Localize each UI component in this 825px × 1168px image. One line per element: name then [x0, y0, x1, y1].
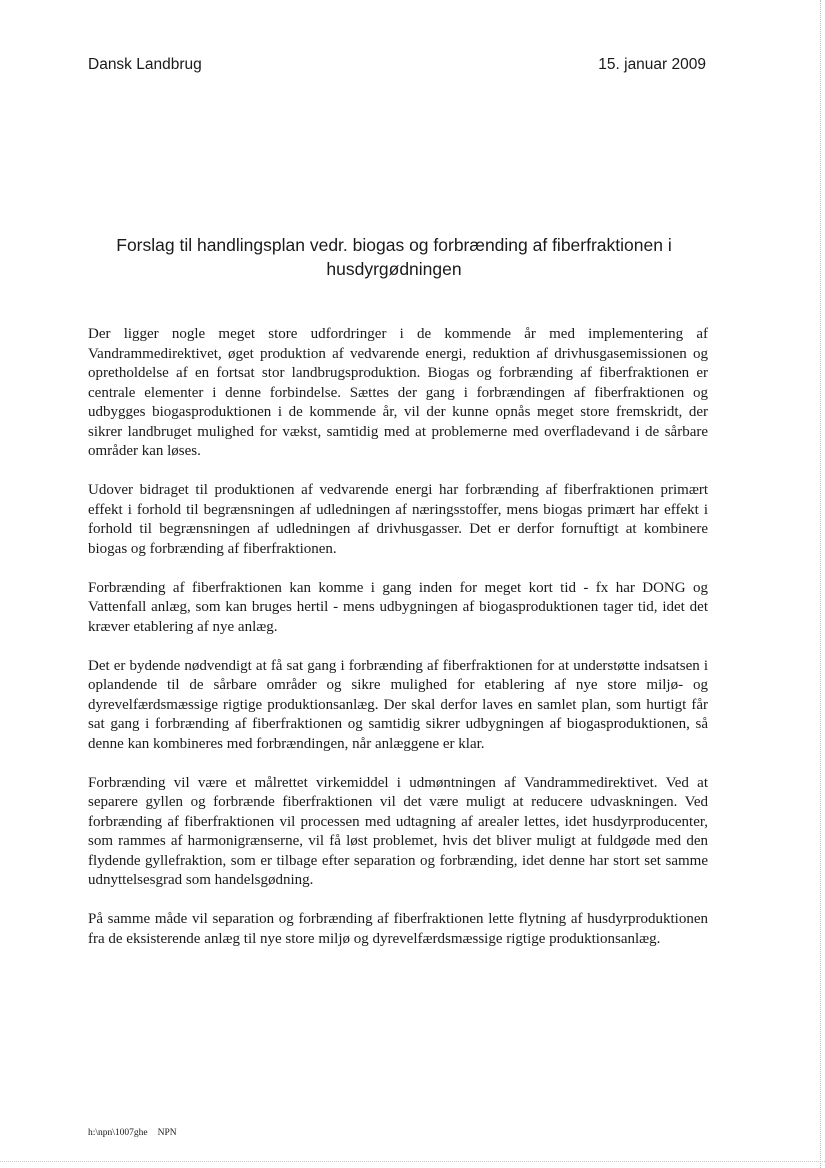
body-paragraph: Det er bydende nødvendigt at få sat gang i forbrænding af fiberfraktionen for at understøtte indsatsen i oplandende til de sårbare områder og sikre mulighed for etablering af nye store miljø- og dyrevelfærdsmæssige rigtige produktionsanlæg. Der skal derfor laves en samlet plan, som hurtigt får sat gang i forbrænding af fiberfraktionen og samtidig sikrer udbygningen af biogasproduktionen, så denne kan kombineres med forbrændingen, når anlæggene er klar. [88, 657, 708, 752]
document-title: Forslag til handlingsplan vedr. biogas og forbrænding af fiberfraktionen i husdyrgødningen [116, 235, 672, 279]
body-paragraph: På samme måde vil separation og forbrænding af fiberfraktionen lette flytning af husdyrproduktionen fra de eksisterende anlæg til nye store miljø og dyrevelfærdsmæssige rigtige produktionsanlæg. [88, 911, 708, 947]
scan-edge-bottom [0, 1161, 825, 1162]
organization-name: Dansk Landbrug [88, 56, 202, 73]
footer-file-path: h:\npn\1007ghe [88, 1128, 148, 1138]
body-paragraph: Der ligger nogle meget store udfordringer i de kommende år med implementering af Vandrammedirektivet, øget produktion af vedvarende energi, reduktion af drivhusgasemissionen og opretholdelse af en fortsat stor landbrugsproduktion. Biogas og forbrænding af fiberfraktionen er centrale elementer i denne forbindelse. Sættes der gang i forbrændingen af fiberfraktionen og udbygges biogasproduktionen i de kommende år, vil der kunne opnås meget store fremskridt, der sikrer landbruget mulighed for vækst, samtidig med at problemerne med overfladevand i de sårbare områder kan løses. [88, 326, 708, 459]
body-paragraph: Udover bidraget til produktionen af vedvarende energi har forbrænding af fiberfraktionen primært effekt i forhold til begrænsningen af udledningen af næringsstoffer, mens biogas primært har effekt i forhold til begrænsningen af udledningen af drivhusgasser. Det er derfor fornuftigt at kombinere biogas og forbrænding af fiberfraktionen. [88, 482, 708, 557]
footer-initials: NPN [157, 1128, 177, 1138]
document-body [88, 325, 708, 969]
scan-edge-right [820, 0, 821, 1168]
footer-reference [88, 1128, 177, 1138]
body-paragraph: Forbrænding af fiberfraktionen kan komme i gang inden for meget kort tid - fx har DONG og Vattenfall anlæg, som kan bruges hertil - mens udbygningen af biogasproduktionen tager tid, idet det kræver etablering af nye anlæg. [88, 579, 708, 635]
document-date: 15. januar 2009 [598, 56, 706, 73]
body-paragraph: Forbrænding vil være et målrettet virkemiddel i udmøntningen af Vandrammedirektivet. Ved at separere gyllen og forbrænde fiberfraktionen vil det være muligt at reducere udvaskningen. Ved forbrænding af fiberfraktionen vil processen med udtagning af arealer lettes, idet husdyrproducenter, som rammes af harmonigrænserne, vil få løst problemet, hvis det bliver muligt at fuldgøde med den flydende gyllefraktion, som er tilbage efter separation og forbrænding, idet denne har stort set samme udnyttelsesgrad som handelsgødning. [88, 774, 708, 888]
